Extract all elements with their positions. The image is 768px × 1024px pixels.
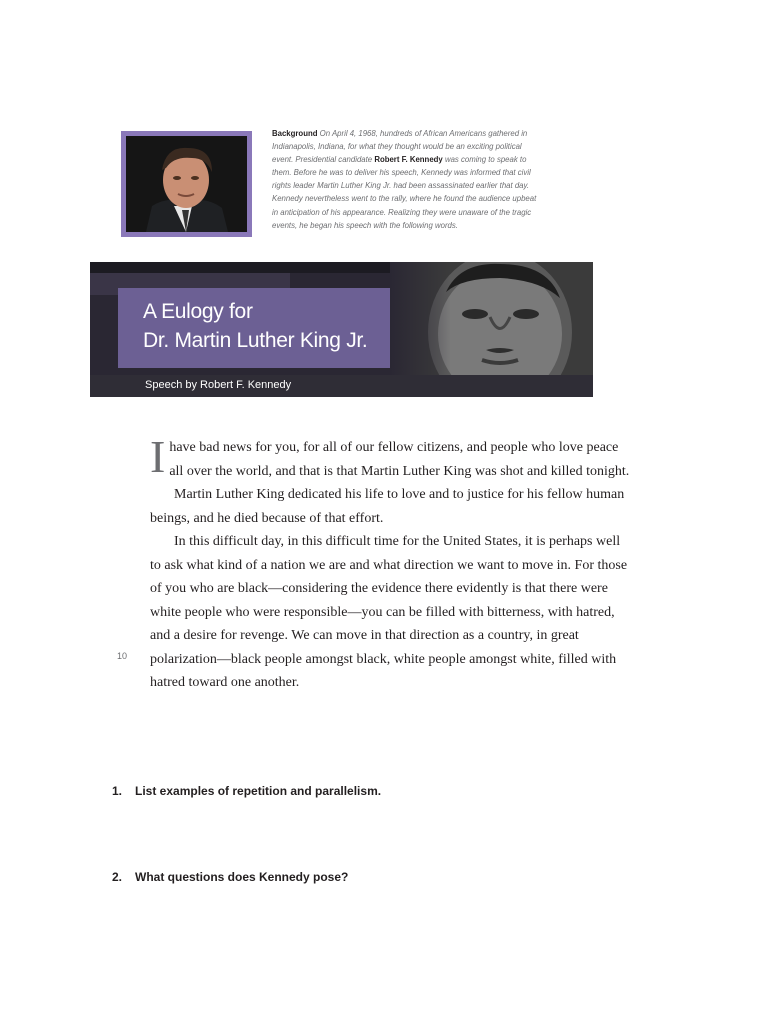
question-1-number: 1.: [112, 784, 123, 798]
mlk-photo: [390, 262, 593, 375]
question-1-text: List examples of repetition and parallelism.: [135, 784, 382, 798]
speech-paragraph-3: In this difficult day, in this difficult time for the United States, it is perhaps well to ask what kind of a nation we are and what direction we want to move in. For those of you who are black—considering the evidence there evidently is that there were white people who were responsible—you can be filled with bitterness, with hatred, and a desire for revenge. We can move in that direction as a country, in great polarization—black people amongst black, white people amongst white, filled with hatred toward one another.: [150, 534, 628, 690]
title-banner: [90, 262, 593, 397]
line-number: 10: [117, 651, 128, 661]
speech-paragraph-1: [150, 431, 630, 483]
banner-title-line-1: A Eulogy for: [143, 300, 253, 323]
background-text-part-2: was coming to speak to them. Before he was to deliver his speech, Kennedy was informed that civil rights leader Martin Luther King Jr. had been assassinated earlier that day. Kennedy nevertheless went to the rally, where he found the audience upbeat in anticipation of his appearance. Realizing they were unaware of the tragic events, he began his speech with the following words.: [272, 155, 537, 230]
speech-paragraph-1-text: have bad news for you, for all of our fellow citizens, and people who love peace all over the world, and that is that Martin Luther King was shot and killed tonight.: [169, 440, 630, 479]
background-name: Robert F. Kennedy: [374, 155, 443, 165]
background-paragraph: [272, 127, 540, 232]
speech-text: [150, 431, 630, 695]
background-label: Background: [272, 129, 318, 138]
banner-title-line-2: Dr. Martin Luther King Jr.: [143, 329, 368, 352]
speech-paragraph-2: Martin Luther King dedicated his life to love and to justice for his fellow human beings, and he died because of that effort.: [150, 487, 625, 526]
question-2-number: 2.: [112, 870, 123, 884]
kennedy-portrait: [121, 131, 252, 237]
kennedy-photo: [126, 136, 247, 232]
question-1: [112, 784, 381, 798]
question-2: [112, 870, 348, 884]
banner-subtitle: Speech by Robert F. Kennedy: [145, 379, 292, 391]
background-text-part-1: On April 4, 1968, hundreds of African Americans gathered in Indianapolis, Indiana, for what they thought would be an exciting political event. Presidential candidate: [272, 129, 528, 165]
kennedy-photo-image: [126, 136, 247, 232]
question-2-text: What questions does Kennedy pose?: [135, 870, 349, 884]
drop-cap: I: [150, 431, 166, 482]
